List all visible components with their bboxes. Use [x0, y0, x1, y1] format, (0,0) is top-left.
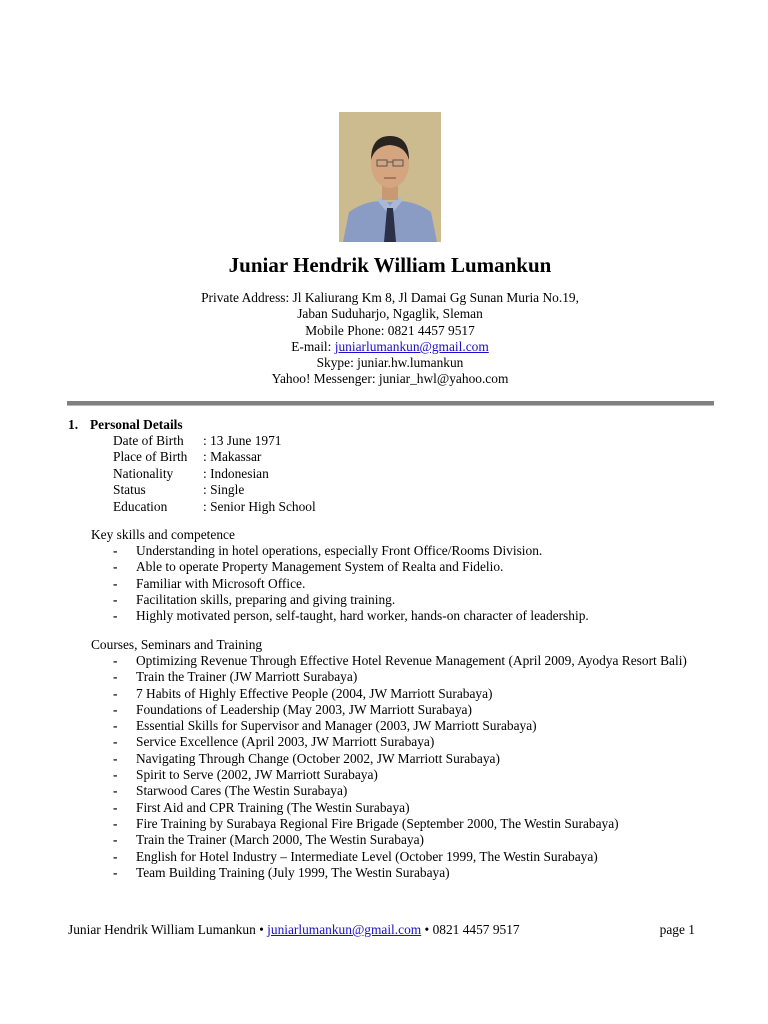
list-item: [113, 608, 713, 624]
list-item: [113, 832, 713, 848]
courses-list: [113, 653, 713, 881]
yahoo-messenger: Yahoo! Messenger: juniar_hwl@yahoo.com: [271, 371, 509, 387]
bullet-dash: -: [113, 718, 118, 734]
footer-email-link[interactable]: juniarlumankun@gmail.com: [267, 922, 422, 937]
list-item-text: Familiar with Microsoft Office.: [136, 575, 306, 591]
list-item: [113, 686, 713, 702]
bullet-dash: -: [113, 701, 118, 717]
detail-label: Status: [113, 482, 146, 498]
list-item-text: Train the Trainer (March 2000, The Westin Surabaya): [136, 832, 425, 848]
detail-value: : Senior High School: [203, 498, 316, 514]
list-item: [113, 543, 713, 559]
list-item-text: Understanding in hotel operations, especially Front Office/Rooms Division.: [136, 543, 543, 558]
list-item: [113, 592, 713, 608]
list-item: [113, 702, 713, 718]
bullet-dash: -: [113, 750, 118, 766]
list-item-text: Navigating Through Change (October 2002, JW Marriott Surabaya): [136, 750, 500, 766]
list-item-text: Highly motivated person, self-taught, hard worker, hands-on character of leadership.: [136, 608, 589, 624]
section-title-personal-details: [68, 417, 183, 433]
list-item-text: Optimizing Revenue Through Effective Hotel Revenue Management (April 2009, Ayodya Resort Bali): [136, 653, 687, 668]
detail-value: : Makassar: [203, 449, 262, 465]
bullet-dash: -: [113, 864, 118, 880]
detail-value: : Indonesian: [203, 465, 269, 481]
list-item: [113, 767, 713, 783]
list-item: [113, 734, 713, 750]
email-label: E-mail:: [291, 338, 335, 354]
detail-row: [113, 482, 316, 498]
footer-separator: •: [255, 922, 268, 937]
page-number: page 1: [659, 922, 695, 937]
email-line: [0, 339, 768, 355]
footer-separator: •: [421, 922, 433, 937]
detail-row: [113, 499, 316, 515]
bullet-dash: -: [113, 799, 118, 815]
detail-label: Place of Birth: [113, 449, 188, 465]
list-item-text: English for Hotel Industry – Intermediate Level (October 1999, The Westin Surabaya): [136, 848, 598, 864]
bullet-dash: -: [113, 832, 118, 848]
skills-heading: Key skills and competence: [91, 527, 235, 542]
list-item-text: First Aid and CPR Training (The Westin Surabaya): [136, 799, 410, 815]
list-item: [113, 669, 713, 685]
detail-row: [113, 466, 316, 482]
personal-details-table: [113, 433, 316, 515]
list-item-text: Starwood Cares (The Westin Surabaya): [136, 783, 348, 799]
skills-list: [113, 543, 713, 624]
detail-label: Date of Birth: [113, 433, 184, 448]
skype-id: Skype: juniar.hw.lumankun: [316, 355, 464, 371]
bullet-dash: -: [113, 575, 118, 591]
detail-label: Education: [113, 498, 168, 514]
list-item-text: Spirit to Serve (2002, JW Marriott Surabaya): [136, 767, 378, 783]
list-item-text: Service Excellence (April 2003, JW Marriott Surabaya): [136, 734, 435, 750]
list-item-text: Facilitation skills, preparing and giving training.: [136, 591, 396, 607]
detail-value: : 13 June 1971: [203, 433, 282, 448]
list-item: [113, 576, 713, 592]
footer-phone: 0821 4457 9517: [432, 922, 520, 937]
list-item-text: Fire Training by Surabaya Regional Fire Brigade (September 2000, The Westin Surabaya): [136, 815, 619, 831]
bullet-dash: -: [113, 669, 118, 685]
detail-value: : Single: [203, 482, 245, 498]
bullet-dash: -: [113, 608, 118, 624]
section-number: 1.: [68, 417, 79, 432]
detail-row: [113, 449, 316, 465]
candidate-name: Juniar Hendrik William Lumankun: [228, 253, 552, 277]
list-item-text: Foundations of Leadership (May 2003, JW Marriott Surabaya): [136, 701, 472, 717]
list-item-text: 7 Habits of Highly Effective People (2004, JW Marriott Surabaya): [136, 685, 493, 701]
list-item: [113, 751, 713, 767]
detail-row: [113, 433, 316, 449]
bullet-dash: -: [113, 543, 118, 558]
list-item: [113, 783, 713, 799]
bullet-dash: -: [113, 734, 118, 750]
list-item: [113, 718, 713, 734]
list-item: [113, 653, 713, 669]
list-item: [113, 849, 713, 865]
bullet-dash: -: [113, 559, 118, 575]
bullet-dash: -: [113, 783, 118, 799]
section-title-text: Personal Details: [90, 417, 183, 432]
bullet-dash: -: [113, 815, 118, 831]
profile-photo: [339, 112, 441, 242]
list-item: [113, 559, 713, 575]
list-item-text: Train the Trainer (JW Marriott Surabaya): [136, 669, 358, 685]
address-line-1: Private Address: Jl Kaliurang Km 8, Jl Damai Gg Sunan Muria No.19,: [201, 290, 579, 305]
list-item: [113, 800, 713, 816]
courses-heading: Courses, Seminars and Training: [91, 637, 263, 652]
list-item-text: Essential Skills for Supervisor and Manager (2003, JW Marriott Surabaya): [136, 718, 537, 734]
list-item: [113, 865, 713, 881]
bullet-dash: -: [113, 848, 118, 864]
list-item-text: Able to operate Property Management System of Realta and Fidelio.: [136, 559, 504, 575]
page-footer: [68, 922, 695, 938]
bullet-dash: -: [113, 591, 118, 607]
bullet-dash: -: [113, 685, 118, 701]
detail-label: Nationality: [113, 465, 174, 481]
list-item-text: Team Building Training (July 1999, The Westin Surabaya): [136, 864, 450, 880]
bullet-dash: -: [113, 767, 118, 783]
list-item: [113, 816, 713, 832]
bullet-dash: -: [113, 653, 118, 668]
footer-name: Juniar Hendrik William Lumankun: [68, 922, 256, 937]
email-link[interactable]: juniarlumankun@gmail.com: [334, 338, 489, 354]
footer-contact: [68, 922, 520, 938]
mobile-phone: Mobile Phone: 0821 4457 9517: [305, 322, 475, 338]
contact-block: [0, 290, 768, 388]
address-line-2: Jaban Suduharjo, Ngaglik, Sleman: [297, 306, 483, 322]
header-divider: [67, 401, 714, 406]
